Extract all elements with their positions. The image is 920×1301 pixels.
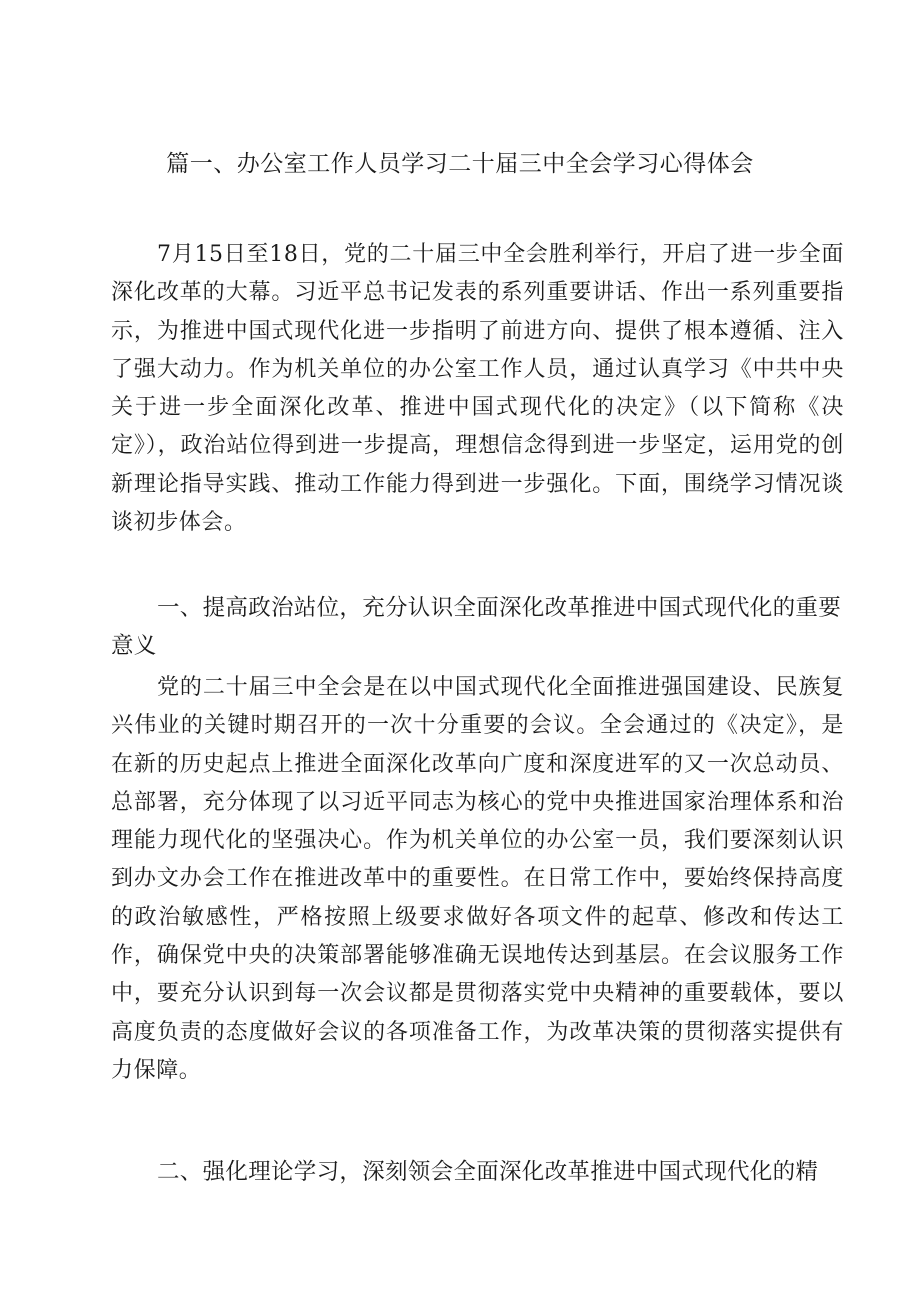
- section-1-heading-block: [111, 589, 844, 665]
- intro-paragraph: 7月15日至18日，党的二十届三中全会胜利举行，开启了进一步全面深化改革的大幕。习近平总书记发表的系列重要讲话、作出一系列重要指示，为推进中国式现代化进一步指明了前进方向、提供了根本遵循、注入了强大动力。作为机关单位的办公室工作人员，通过认真学习《中共中央关于进一步全面深化改革、推进中国式现代化的决定》（以下简称《决定》），政治站位得到进一步提高，理想信念得到进一步坚定，运用党的创新理论指导实践、推动工作能力得到进一步强化。下面，围绕学习情况谈谈初步体会。: [111, 242, 844, 536]
- document-title: 篇一、办公室工作人员学习二十届三中全会学习心得体会: [166, 151, 754, 177]
- section-2-heading-block: [111, 1153, 844, 1191]
- section-1-body-block: [111, 669, 844, 1090]
- section-1-paragraph: 党的二十届三中全会是在以中国式现代化全面推进强国建设、民族复兴伟业的关键时期召开的一次十分重要的会议。全会通过的《决定》，是在新的历史起点上推进全面深化改革向广度和深度进军的又一次总动员、总部署，充分体现了以习近平同志为核心的党中央推进国家治理体系和治理能力现代化的坚强决心。作为机关单位的办公室一员，我们要深刻认识到办文办会工作在推进改革中的重要性。在日常工作中，要始终保持高度的政治敏感性，严格按照上级要求做好各项文件的起草、修改和传达工作，确保党中央的决策部署能够准确无误地传达到基层。在会议服务工作中，要充分认识到每一次会议都是贯彻落实党中央精神的重要载体，要以高度负责的态度做好会议的各项准备工作，为改革决策的贯彻落实提供有力保障。: [111, 675, 844, 1083]
- section-1-heading: 一、提高政治站位，充分认识全面深化改革推进中国式现代化的重要意义: [111, 595, 842, 659]
- intro-block: [111, 236, 844, 542]
- section-2-heading: 二、强化理论学习，深刻领会全面深化改革推进中国式现代化的精: [157, 1159, 819, 1185]
